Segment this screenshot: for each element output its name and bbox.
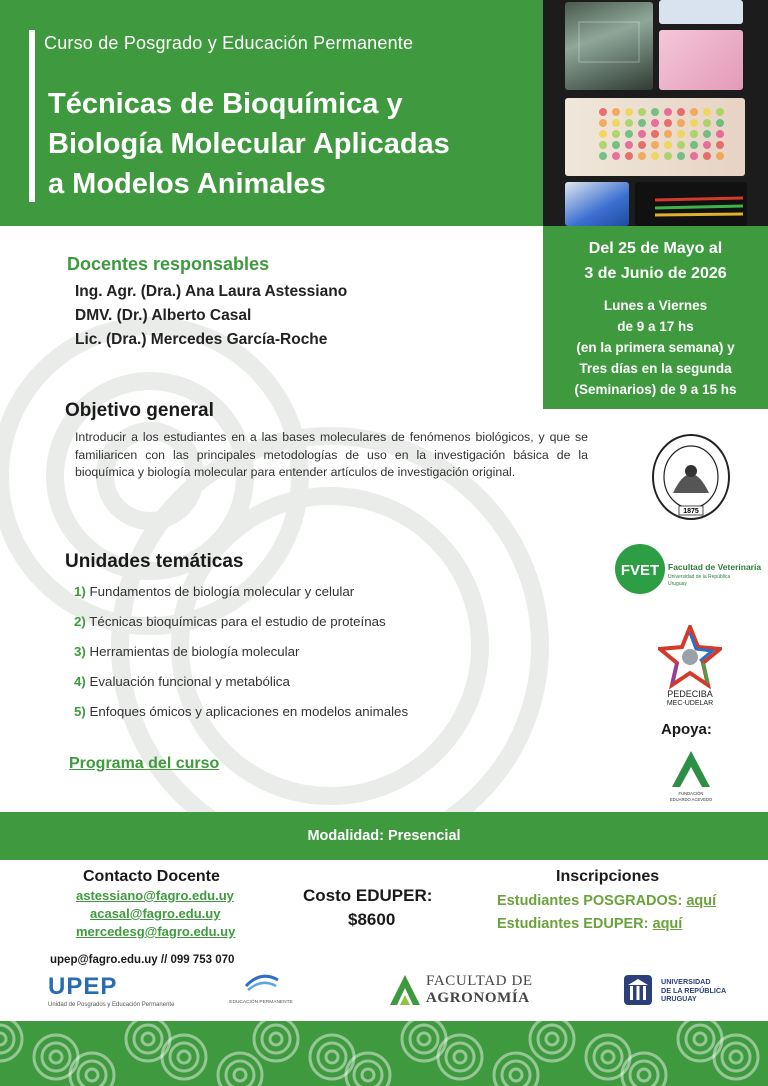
footer-pattern-ring bbox=[722, 1043, 750, 1071]
educacion-permanente-logo bbox=[226, 970, 296, 1014]
well-dot bbox=[651, 152, 659, 160]
footer-pattern-ring bbox=[362, 1069, 374, 1081]
footer-pattern-ring bbox=[178, 1051, 190, 1063]
well-dot bbox=[612, 152, 620, 160]
well-dot bbox=[599, 141, 607, 149]
udelar-text bbox=[661, 978, 726, 1004]
schedule-line: de 9 a 17 hs bbox=[617, 319, 694, 334]
unidad-text: Técnicas bioquímicas para el estudio de proteínas bbox=[89, 614, 386, 629]
agronomia-icon bbox=[388, 973, 422, 1007]
footer-pattern-ring bbox=[418, 1033, 430, 1045]
educacion-permanente-text: EDUCACIÓN PERMANENTE bbox=[229, 1000, 293, 1005]
well-dot bbox=[703, 152, 711, 160]
fvet-sub: Universidad de la República bbox=[668, 574, 731, 580]
email-link-astessiano[interactable]: astessiano@fagro.edu.uy bbox=[76, 888, 234, 903]
well-dot bbox=[638, 152, 646, 160]
well-dot bbox=[703, 119, 711, 127]
unidades-list bbox=[74, 584, 408, 734]
docente-item: Ing. Agr. (Dra.) Ana Laura Astessiano bbox=[75, 283, 348, 300]
well-dot bbox=[638, 130, 646, 138]
well-dot bbox=[638, 108, 646, 116]
unidad-item bbox=[74, 614, 408, 644]
well-dot bbox=[638, 141, 646, 149]
footer-pattern-ring bbox=[0, 1021, 22, 1061]
programa-link[interactable]: Programa del curso bbox=[69, 755, 220, 772]
well-dot bbox=[651, 119, 659, 127]
well-dot bbox=[716, 119, 724, 127]
unidad-number: 4) bbox=[74, 674, 86, 689]
footer-pattern-ring bbox=[142, 1033, 154, 1045]
footer-pattern-ring bbox=[538, 1025, 566, 1053]
footer-pattern-ring bbox=[410, 1025, 438, 1053]
well-dot bbox=[612, 141, 620, 149]
footer-pattern-ring bbox=[510, 1069, 522, 1081]
well-dot bbox=[690, 141, 698, 149]
docente-item: Lic. (Dra.) Mercedes García-Roche bbox=[75, 331, 328, 348]
header-accent-bar bbox=[29, 30, 35, 202]
facultad-medicina-seal bbox=[651, 433, 731, 521]
course-subtitle: Curso de Posgrado y Educación Permanente bbox=[44, 33, 414, 53]
well-dot bbox=[612, 130, 620, 138]
well-dot bbox=[664, 152, 672, 160]
footer-pattern-ring bbox=[262, 1025, 290, 1053]
well-dot bbox=[716, 152, 724, 160]
footer-pattern-ring bbox=[326, 1051, 338, 1063]
email-link-mercedes[interactable]: mercedesg@fagro.edu.uy bbox=[76, 924, 236, 939]
unidad-number: 2) bbox=[74, 614, 86, 629]
well-dot bbox=[664, 130, 672, 138]
pedeciba-logo bbox=[658, 625, 722, 707]
upep-logo bbox=[48, 973, 175, 1011]
fvet-sub: Uruguay bbox=[668, 581, 687, 587]
schedule-line: Lunes a Viernes bbox=[603, 298, 708, 313]
pedeciba-name: PEDECIBA bbox=[667, 689, 713, 699]
inscripciones-heading: Inscripciones bbox=[556, 868, 660, 885]
costo-value: $8600 bbox=[348, 910, 396, 929]
educacion-permanente-icon bbox=[226, 970, 296, 998]
well-dot bbox=[677, 119, 685, 127]
footer-pattern-ring bbox=[134, 1025, 162, 1053]
well-dot bbox=[677, 130, 685, 138]
well-dot bbox=[677, 152, 685, 160]
udelar-crest-icon bbox=[623, 974, 653, 1006]
well-dot bbox=[651, 130, 659, 138]
schedule-line: Tres días en la segunda bbox=[579, 361, 732, 376]
well-dot bbox=[677, 141, 685, 149]
lab-photo-collage bbox=[543, 0, 768, 226]
docentes-list bbox=[75, 280, 347, 352]
well-dot bbox=[625, 152, 633, 160]
unidades-heading: Unidades temáticas bbox=[65, 551, 244, 572]
inscripcion-label: Estudiantes EDUPER: bbox=[497, 916, 653, 932]
date-box bbox=[543, 226, 768, 409]
well-dot bbox=[625, 141, 633, 149]
footer-pattern-ring bbox=[602, 1051, 614, 1063]
well-dot bbox=[599, 119, 607, 127]
fundacion-acevedo-logo bbox=[662, 747, 720, 803]
footer-pattern-ring bbox=[170, 1043, 198, 1071]
agronomia-line2: AGRONOMÍA bbox=[426, 990, 530, 1006]
contacto-heading: Contacto Docente bbox=[83, 868, 220, 885]
unidad-item bbox=[74, 644, 408, 674]
costo-label: Costo EDUPER: bbox=[303, 886, 433, 905]
well-dot bbox=[625, 119, 633, 127]
well-dot bbox=[716, 141, 724, 149]
upep-contact: upep@fagro.edu.uy // 099 753 070 bbox=[50, 954, 235, 966]
fea-sub: FUNDACIÓN bbox=[678, 791, 704, 796]
fvet-abbr: FVET bbox=[620, 562, 660, 579]
title-line: Biología Molecular Aplicadas bbox=[48, 128, 450, 160]
well-dot bbox=[703, 130, 711, 138]
footer-pattern-ring bbox=[86, 1069, 98, 1081]
well-dot bbox=[690, 130, 698, 138]
upep-wordmark: UPEP bbox=[48, 973, 118, 1000]
unidad-item bbox=[74, 674, 408, 704]
fvet-name: Facultad de Veterinaria bbox=[668, 562, 762, 572]
title-line: a Modelos Animales bbox=[48, 168, 326, 200]
well-dot bbox=[625, 130, 633, 138]
pedeciba-sub: MEC-UDELAR bbox=[666, 700, 714, 707]
inscripcion-posgrados-link[interactable]: aquí bbox=[686, 893, 717, 909]
agronomia-line1: FACULTAD DE bbox=[426, 973, 533, 989]
footer-pattern-ring bbox=[270, 1033, 282, 1045]
collage-detail bbox=[543, 0, 768, 226]
schedule bbox=[543, 295, 768, 400]
unidad-text: Enfoques ómicos y aplicaciones en modelos animales bbox=[89, 704, 409, 719]
well-dot bbox=[690, 108, 698, 116]
modalidad-banner: Modalidad: Presencial bbox=[0, 812, 768, 860]
unidad-text: Evaluación funcional y metabólica bbox=[89, 674, 290, 689]
seal-year: 1875 bbox=[683, 508, 699, 515]
well-dot bbox=[664, 119, 672, 127]
date-line: Del 25 de Mayo al bbox=[588, 240, 723, 257]
apoya-label: Apoya: bbox=[661, 721, 712, 738]
footer-pattern-ring bbox=[594, 1043, 622, 1071]
upep-subtitle: Unidad de Posgrados y Educación Permanente bbox=[48, 1002, 175, 1008]
udelar-line: URUGUAY bbox=[661, 994, 697, 1003]
unidad-text: Fundamentos de biología molecular y celular bbox=[89, 584, 355, 599]
unidad-number: 5) bbox=[74, 704, 86, 719]
well-dot bbox=[664, 108, 672, 116]
footer-pattern-ring bbox=[234, 1069, 246, 1081]
objetivo-heading: Objetivo general bbox=[65, 400, 214, 421]
fvet-logo bbox=[612, 541, 762, 597]
date-range bbox=[543, 236, 768, 286]
schedule-line: (Seminarios) de 9 a 15 hs bbox=[574, 382, 737, 397]
footer-pattern-ring bbox=[0, 1033, 6, 1045]
fea-sub: EDUARDO ACEVEDO bbox=[669, 797, 713, 802]
date-line: 3 de Junio de 2026 bbox=[584, 265, 727, 282]
unidad-item bbox=[74, 704, 408, 734]
docentes-heading: Docentes responsables bbox=[67, 254, 270, 274]
well-dot bbox=[599, 108, 607, 116]
udelar-line: UNIVERSIDAD bbox=[661, 977, 711, 986]
well-dot bbox=[716, 130, 724, 138]
footer-pattern-band bbox=[0, 1021, 768, 1086]
well-dot bbox=[612, 119, 620, 127]
facultad-agronomia-logo bbox=[388, 973, 548, 1009]
footer-pattern-ring bbox=[254, 1021, 298, 1061]
udelar-logo bbox=[623, 974, 733, 1008]
footer-circle-pattern bbox=[0, 1021, 768, 1086]
inscripcion-eduper-link[interactable]: aquí bbox=[652, 916, 683, 932]
well-dot bbox=[599, 152, 607, 160]
footer-pattern-ring bbox=[546, 1033, 558, 1045]
unidad-text: Herramientas de biología molecular bbox=[89, 644, 300, 659]
docente-item: DMV. (Dr.) Alberto Casal bbox=[75, 307, 252, 324]
well-dot bbox=[703, 108, 711, 116]
course-title bbox=[48, 84, 528, 204]
well-dot bbox=[651, 108, 659, 116]
inscripcion-eduper bbox=[497, 916, 682, 932]
well-dot bbox=[625, 108, 633, 116]
well-dot bbox=[690, 152, 698, 160]
email-link-casal[interactable]: acasal@fagro.edu.uy bbox=[90, 906, 221, 921]
objetivo-text: Introducir a los estudiantes en a las bases moleculares de fenómenos biológicos, y que se familiaricen con las principales metodologías de uso en la investigación básica de la bioquímica y biología molecular para entender artículos de investigación original. bbox=[75, 430, 588, 479]
footer-pattern-ring bbox=[686, 1025, 714, 1053]
well-dot bbox=[716, 108, 724, 116]
unidad-number: 1) bbox=[74, 584, 86, 599]
well-dot bbox=[703, 141, 711, 149]
inscripcion-posgrados bbox=[497, 893, 716, 909]
well-dot bbox=[664, 141, 672, 149]
schedule-line: (en la primera semana) y bbox=[576, 340, 735, 355]
footer-pattern-ring bbox=[42, 1043, 70, 1071]
footer-pattern-ring bbox=[318, 1043, 346, 1071]
footer-pattern-ring bbox=[730, 1051, 742, 1063]
well-dot bbox=[677, 108, 685, 116]
unidad-item bbox=[74, 584, 408, 614]
footer-pattern-ring bbox=[694, 1033, 706, 1045]
well-dot bbox=[651, 141, 659, 149]
title-line: Técnicas de Bioquímica y bbox=[48, 88, 403, 120]
well-dot bbox=[690, 119, 698, 127]
udelar-line: DE LA REPÚBLICA bbox=[661, 985, 727, 995]
footer-pattern-ring bbox=[50, 1051, 62, 1063]
inscripcion-label: Estudiantes POSGRADOS: bbox=[497, 893, 687, 909]
footer-pattern-ring bbox=[530, 1021, 574, 1061]
well-dot bbox=[612, 108, 620, 116]
unidad-number: 3) bbox=[74, 644, 86, 659]
footer-pattern-ring bbox=[446, 1043, 474, 1071]
well-dot bbox=[638, 119, 646, 127]
footer-pattern-ring bbox=[454, 1051, 466, 1063]
footer-pattern-ring bbox=[638, 1069, 650, 1081]
well-dot bbox=[599, 130, 607, 138]
